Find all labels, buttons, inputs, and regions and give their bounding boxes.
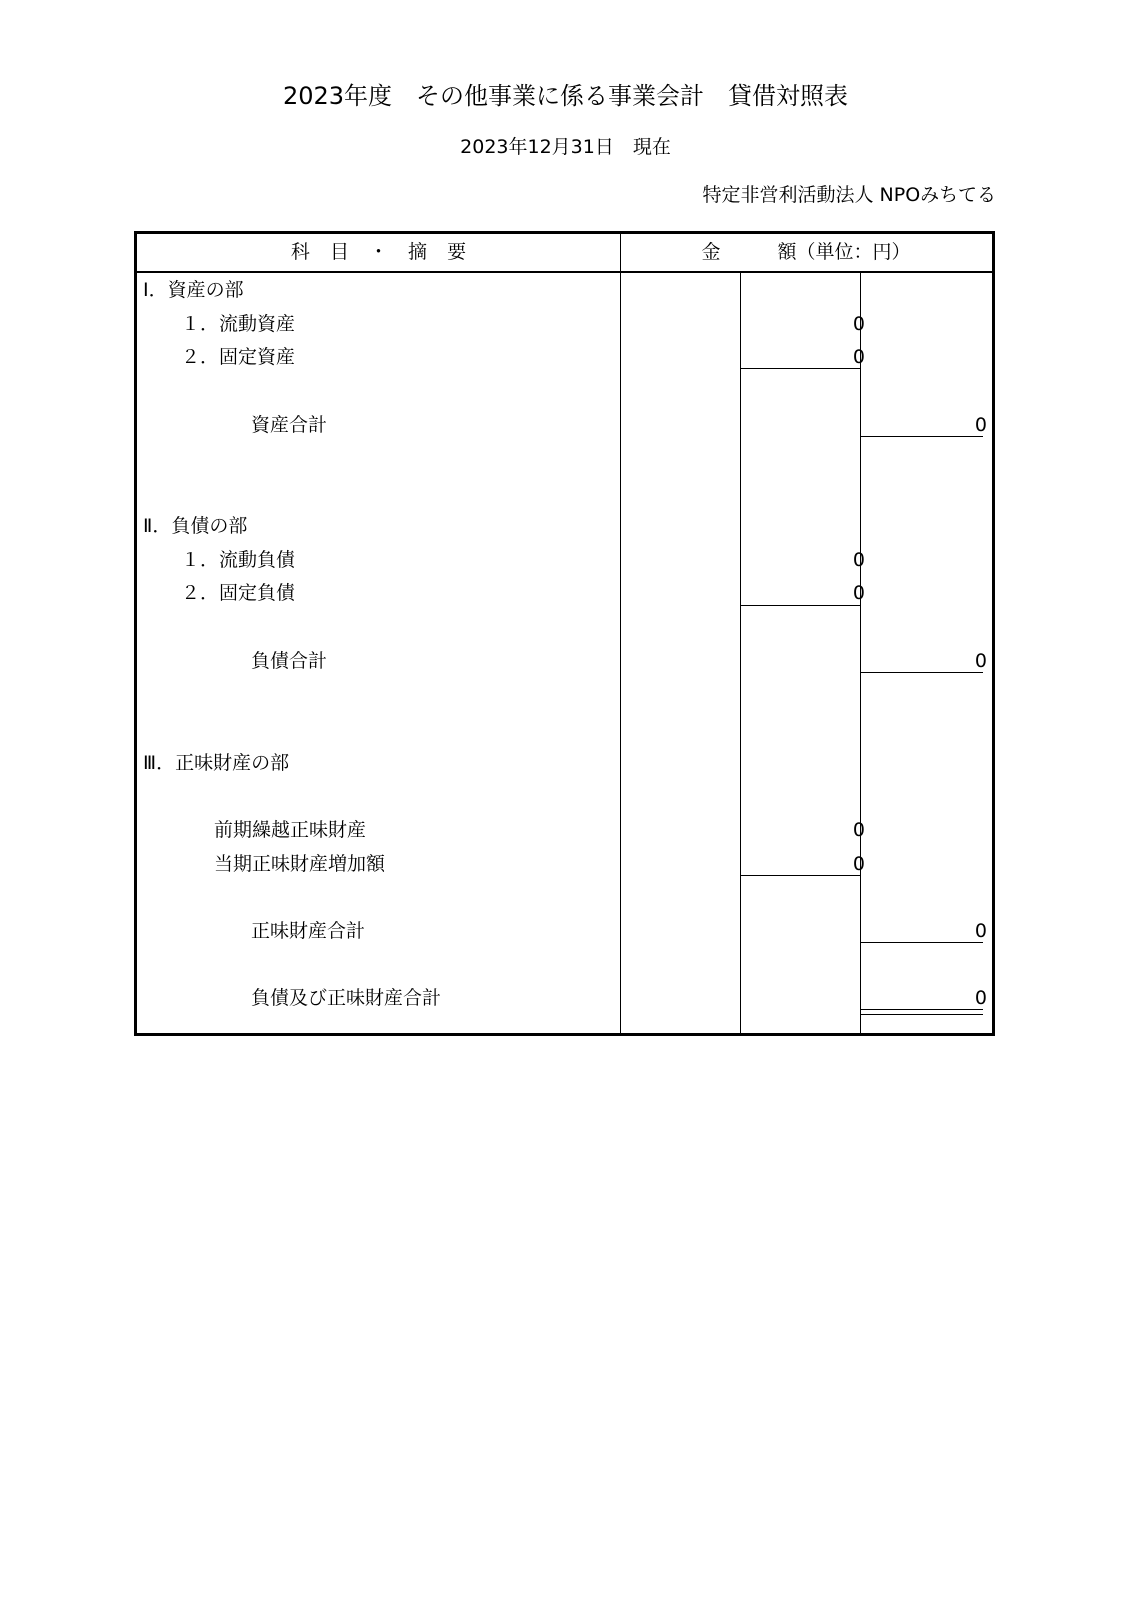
liabilities-total-label: 負債合計 bbox=[251, 650, 328, 672]
grand-total-value: 0 bbox=[974, 987, 987, 1009]
assets-section-title: Ⅰ．資産の部 bbox=[143, 279, 244, 301]
grand-total-double-rule-top bbox=[860, 1009, 983, 1010]
total-rule bbox=[860, 436, 983, 437]
document-title: 2023年度 その他事業に係る事業会計 貸借対照表 bbox=[282, 82, 849, 110]
current-liabilities-value: 0 bbox=[852, 549, 865, 571]
column-divider bbox=[740, 271, 741, 1033]
column-divider bbox=[860, 271, 861, 1033]
grand-total-double-rule-bottom bbox=[860, 1014, 983, 1015]
subtotal-rule bbox=[740, 875, 860, 876]
current-assets-value: 0 bbox=[852, 313, 865, 335]
net-assets-increase-label: 当期正味財産増加額 bbox=[214, 853, 386, 875]
subtotal-rule bbox=[740, 605, 860, 606]
assets-total-label: 資産合計 bbox=[251, 414, 328, 436]
net-assets-total-label: 正味財産合計 bbox=[251, 920, 366, 942]
current-assets-label: １．流動資産 bbox=[181, 313, 296, 335]
organization-name: 特定非営利活動法人 NPOみちてる bbox=[702, 184, 996, 206]
liabilities-total-value: 0 bbox=[974, 650, 987, 672]
fixed-assets-label: ２．固定資産 bbox=[181, 346, 296, 368]
balance-sheet-table bbox=[134, 231, 995, 1036]
header-subject: 科 目 ・ 摘 要 bbox=[290, 241, 467, 263]
prior-net-assets-label: 前期繰越正味財産 bbox=[214, 819, 367, 841]
fixed-liabilities-label: ２．固定負債 bbox=[181, 582, 296, 604]
net-assets-section-title: Ⅲ．正味財産の部 bbox=[143, 752, 290, 774]
total-rule bbox=[860, 672, 983, 673]
net-assets-increase-value: 0 bbox=[852, 853, 865, 875]
current-liabilities-label: １．流動負債 bbox=[181, 549, 296, 571]
subtotal-rule bbox=[740, 368, 860, 369]
prior-net-assets-value: 0 bbox=[852, 819, 865, 841]
fixed-assets-value: 0 bbox=[852, 346, 865, 368]
assets-total-value: 0 bbox=[974, 414, 987, 436]
grand-total-label: 負債及び正味財産合計 bbox=[251, 987, 442, 1009]
as-of-date: 2023年12月31日 現在 bbox=[460, 136, 671, 158]
total-rule bbox=[860, 942, 983, 943]
fixed-liabilities-value: 0 bbox=[852, 582, 865, 604]
liabilities-section-title: Ⅱ．負債の部 bbox=[143, 515, 248, 537]
net-assets-total-value: 0 bbox=[974, 920, 987, 942]
header-amount: 金 額（単位：円） bbox=[701, 241, 911, 263]
header-divider bbox=[137, 271, 992, 273]
column-divider bbox=[620, 234, 621, 1033]
